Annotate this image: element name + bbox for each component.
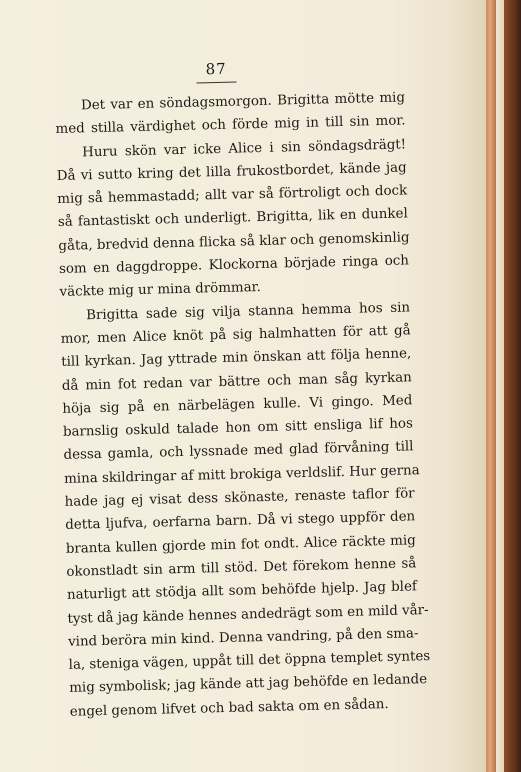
page-number-rule: [196, 82, 236, 84]
text-line: dessa gamla, och lyssnade med glad förvåning till: [63, 439, 414, 464]
text-line: mina skildringar af mitt brokiga verldslif. Hur gerna: [63, 462, 420, 487]
text-line: Huru skön var icke Alice i sin söndagsdrägt!: [81, 137, 407, 160]
text-line: engel genom lifvet och bad sakta om en sådan.: [69, 696, 389, 720]
text-line: vind beröra min kind. Denna vandring, på den sma-: [67, 626, 419, 650]
text-line: la, steniga vägen, uppåt till det öppna templet syntes: [68, 649, 431, 673]
text-line: gåta, bredvid denna flicka så klar och genomskinlig: [58, 230, 410, 254]
text-line: mor, men Alice knöt på sig halmhatten för att gå: [60, 323, 411, 347]
page-edge-stack: [486, 0, 496, 772]
book-cover-edge: [504, 0, 521, 772]
page-number: 87: [205, 59, 227, 79]
text-line: med stilla värdighet och förde mig in till sin mor.: [55, 113, 406, 138]
text-line: som en daggdroppe. Klockorna började ringa och: [58, 253, 410, 278]
text-line: detta ljufva, oerfarna barn. Då vi stego uppför den: [65, 509, 416, 534]
text-line: okonstladt sin arm till stöd. Det förekom henne så: [66, 556, 417, 580]
text-line: mig symbolisk; jag kände att jag behöfde en ledande: [69, 672, 428, 697]
text-line: Brigitta sade sig vilja stanna hemma hos sin: [85, 300, 411, 323]
text-line: till kyrkan. Jag yttrade min önskan att följa henne,: [61, 346, 412, 371]
text-line: höja sig på en närbelägen kulle. Vi gingo. Med: [62, 393, 413, 417]
text-line: tyst då jag kände hennes andedrägt som en mild vår-: [67, 602, 429, 627]
text-line: Då vi sutto kring det lilla frukostbordet, kände jag: [56, 160, 407, 184]
page-edge-stack: [496, 0, 504, 772]
text-line: Det var en söndagsmorgon. Brigitta mötte mig: [80, 90, 406, 114]
text-line: mig så hemmastadd; allt var så förtroligt och dock: [57, 183, 408, 208]
text-line: då min fot redan var bättre och man såg kyrkan: [61, 369, 412, 394]
text-line: väckte mig ur mina drömmar.: [59, 280, 261, 301]
text-line: naturligt att stödja allt som behöfde hjelp. Jag blef: [66, 579, 418, 604]
text-line: hade jag ej visat dess skönaste, renaste taflor för: [64, 486, 415, 510]
text-line: branta kullen gjorde min fot ondt. Alice räckte mig: [65, 532, 416, 557]
text-line: så fantastiskt och underligt. Brigitta, lik en dunkel: [57, 206, 408, 231]
text-line: barnslig oskuld talade hon om sitt ensliga lif hos: [62, 416, 414, 441]
text-block: [54, 55, 431, 723]
